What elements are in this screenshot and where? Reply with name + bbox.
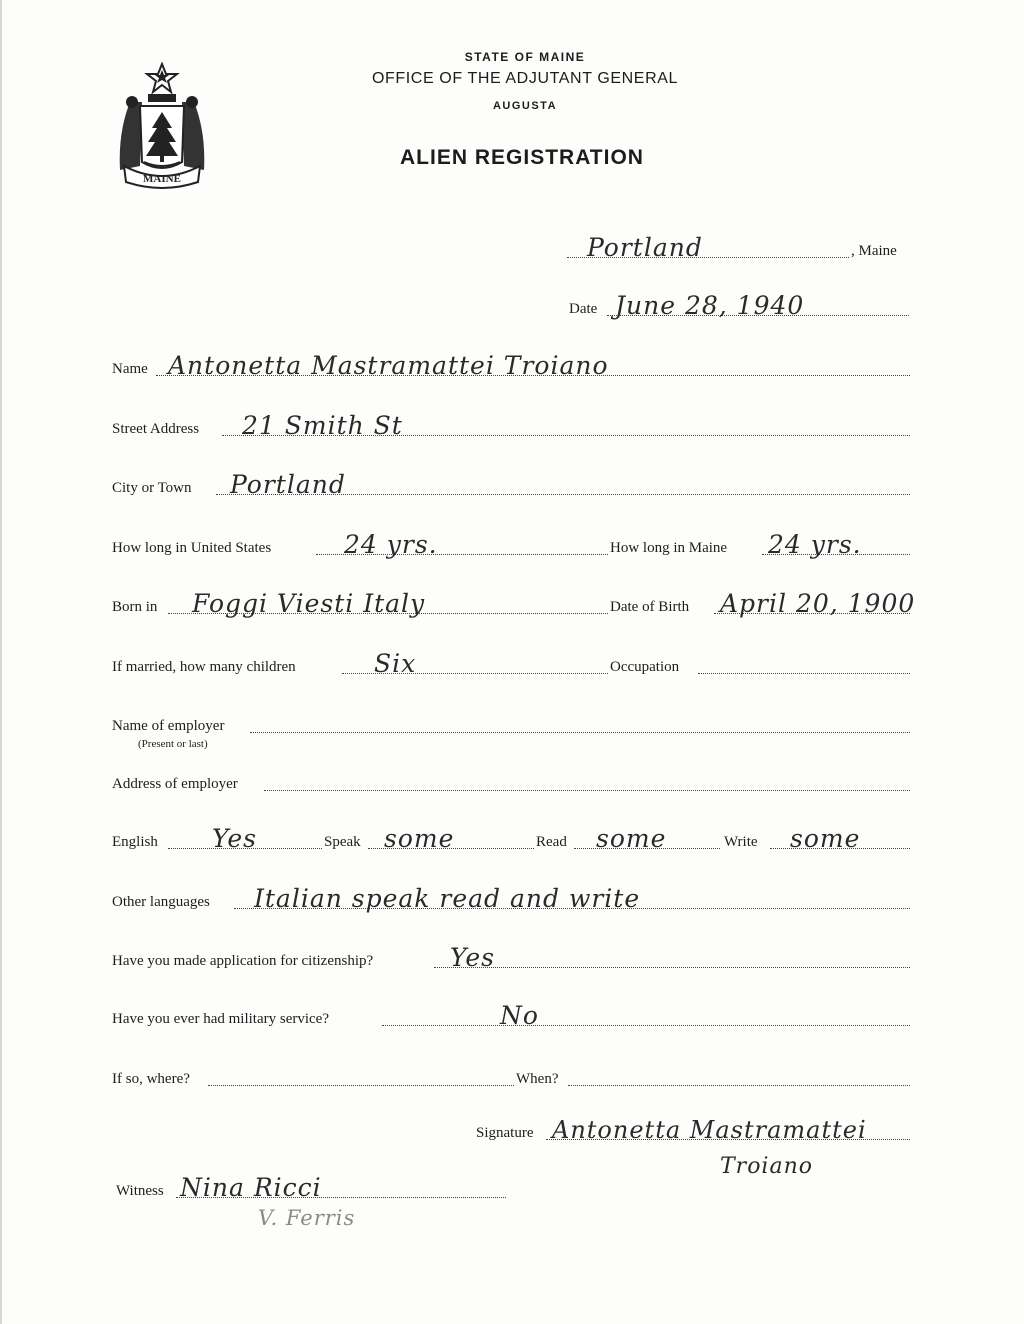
speak-label: Speak	[324, 834, 361, 850]
place-value[interactable]: Portland	[587, 233, 703, 262]
children-occupation-row	[112, 649, 912, 678]
other-languages-label: Other languages	[112, 894, 210, 910]
date-label: Date	[569, 301, 598, 317]
born-in-value[interactable]: Foggi Viesti Italy	[192, 589, 426, 618]
write-label: Write	[724, 834, 758, 850]
residence-duration-row	[112, 530, 912, 559]
employer-address-label: Address of employer	[112, 776, 238, 792]
how-long-maine-label: How long in Maine	[610, 540, 728, 556]
witness-value[interactable]: Nina Ricci	[180, 1173, 322, 1202]
how-long-us-value[interactable]: 24 yrs.	[344, 530, 438, 559]
birth-row	[112, 589, 916, 618]
born-in-label: Born in	[112, 599, 158, 615]
street-address-row	[112, 411, 912, 440]
date-of-birth-value[interactable]: April 20, 1900	[720, 589, 916, 618]
employer-name-sublabel: (Present or last)	[138, 738, 208, 750]
date-row	[569, 291, 911, 320]
witness-row	[116, 1173, 508, 1202]
children-value[interactable]: Six	[374, 649, 417, 678]
name-row	[112, 351, 912, 380]
street-address-value[interactable]: 21 Smith St	[242, 411, 403, 440]
english-value[interactable]: Yes	[212, 824, 257, 853]
witness-value-line2: V. Ferris	[258, 1206, 356, 1230]
how-long-us-label: How long in United States	[112, 540, 272, 556]
read-label: Read	[536, 834, 567, 850]
name-label: Name	[112, 361, 148, 377]
date-value[interactable]: June 28, 1940	[615, 291, 805, 320]
form-title: ALIEN REGISTRATION	[400, 146, 644, 169]
other-languages-value[interactable]: Italian speak read and write	[254, 884, 641, 913]
occupation-label: Occupation	[610, 659, 680, 675]
state-heading: STATE OF MAINE	[464, 50, 586, 64]
signature-label: Signature	[476, 1125, 534, 1141]
employer-address-row	[112, 771, 912, 795]
citizenship-row	[112, 943, 912, 972]
svg-text:MAINE: MAINE	[143, 173, 181, 185]
date-of-birth-label: Date of Birth	[610, 599, 690, 615]
signature-row	[476, 1116, 912, 1144]
signature-value-line2: Troiano	[720, 1154, 814, 1179]
military-label: Have you ever had military service?	[112, 1011, 329, 1027]
children-label: If married, how many children	[112, 659, 296, 675]
english-row	[112, 824, 912, 853]
where-when-row	[112, 1066, 912, 1090]
witness-label: Witness	[116, 1183, 164, 1199]
write-value[interactable]: some	[790, 824, 861, 853]
military-row	[112, 1001, 912, 1030]
city-value[interactable]: Portland	[230, 470, 346, 499]
city-heading: AUGUSTA	[492, 100, 558, 112]
how-long-maine-value[interactable]: 24 yrs.	[768, 530, 862, 559]
when-label: When?	[516, 1071, 559, 1087]
street-address-label: Street Address	[112, 421, 200, 437]
employer-name-label: Name of employer	[112, 718, 225, 734]
citizenship-value[interactable]: Yes	[450, 943, 495, 972]
office-heading: OFFICE OF THE ADJUTANT GENERAL	[371, 70, 679, 87]
speak-value[interactable]: some	[384, 824, 455, 853]
city-row	[112, 470, 912, 499]
military-value[interactable]: No	[500, 1001, 539, 1030]
place-suffix: , Maine	[851, 243, 897, 259]
signature-value[interactable]: Antonetta Mastramattei	[552, 1116, 867, 1144]
employer-name-row	[112, 713, 912, 737]
place-row	[567, 233, 917, 262]
english-label: English	[112, 834, 158, 850]
where-label: If so, where?	[112, 1071, 190, 1087]
read-value[interactable]: some	[596, 824, 667, 853]
name-value[interactable]: Antonetta Mastramattei Troiano	[168, 351, 609, 380]
citizenship-label: Have you made application for citizenship?	[112, 953, 374, 969]
city-label: City or Town	[112, 480, 192, 496]
other-languages-row	[112, 884, 912, 913]
